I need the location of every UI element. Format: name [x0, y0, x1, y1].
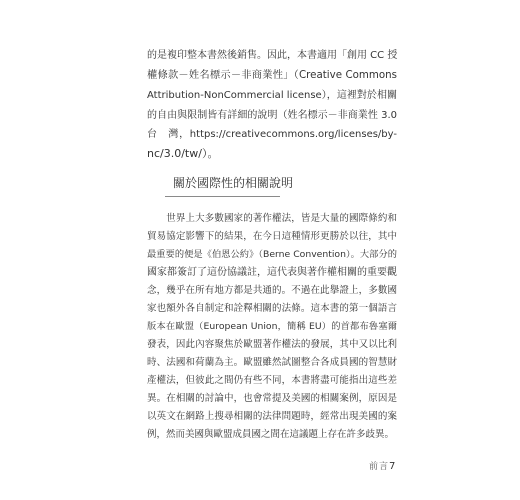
paragraph-line: 最重要的便是《伯恩公約》（Berne Convention）。大部分的	[147, 249, 397, 260]
paragraph-line: 台 灣，https://creativecommons.org/licenses/by-	[147, 129, 397, 140]
paragraph-line: 權條款－姓名標示－非商業性」（Creative Commons	[147, 69, 397, 81]
paragraph-line: 貿易協定影響下的結果，在今日這種情形更勝於以往，其中	[147, 231, 397, 242]
heading-underline	[165, 196, 280, 197]
paragraph-line: 家也額外各自制定和詮釋相關的法條。這本書的第一個語言	[147, 303, 397, 314]
paragraph-line: 時、法國和荷蘭為主。歐盟雖然試圖整合各成員國的智慧財	[147, 357, 397, 368]
paragraph-line: 的自由與限制皆有詳細的說明（姓名標示－非商業性 3.0	[147, 110, 397, 121]
paragraph-line: 念，幾乎在所有地方都是共通的。不過在此擧證上，多數國	[147, 285, 397, 296]
paragraph-line: 版本在歐盟（European Union，簡稱 EU）的首都布魯塞爾	[147, 321, 397, 332]
paragraph-line: 以英文在網路上搜尋相關的法律問題時，經常出現美國的案	[147, 411, 397, 422]
page-number: 7	[389, 461, 396, 472]
paragraph-line: 例，然而美國與歐盟成員國之間在這議題上存在許多歧異。	[147, 429, 395, 440]
paragraph-line: 發表，因此內容聚焦於歐盟著作權法的發展，其中又以比利	[147, 339, 397, 350]
section-heading: 關於國際性的相關說明	[173, 176, 294, 190]
paragraph-line: 異。在相關的討論中，也會常提及美國的相關案例，原因是	[147, 393, 397, 404]
paragraph-line: 世界上大多數國家的著作權法，皆是大量的國際條約和	[147, 213, 397, 224]
paragraph-line: Attribution-NonCommercial license），這裡對於相關	[147, 90, 397, 101]
running-title: 前言	[369, 462, 390, 472]
paragraph-line: 的是複印整本書然後銷售。因此，本書適用「創用 CC 授	[147, 50, 398, 61]
paragraph-line: 國家都簽訂了這份協議註，這代表與著作權相關的重要觀	[147, 267, 397, 278]
paragraph-line: 產權法，但彼此之間仍有些不同，本書將盡可能指出這些差	[147, 375, 397, 386]
paragraph-line: nc/3.0/tw/）。	[147, 147, 219, 160]
